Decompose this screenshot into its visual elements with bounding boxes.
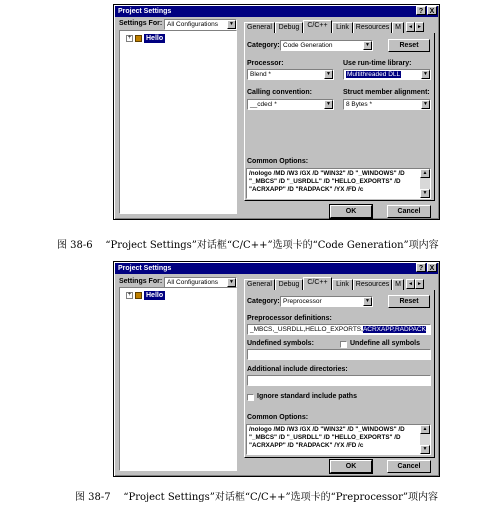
common-options-textarea[interactable] [246, 424, 431, 455]
scroll-up-icon[interactable]: ▲ [420, 169, 430, 178]
tab-link[interactable]: Link [332, 22, 353, 33]
dropdown-arrow-icon[interactable]: ▼ [363, 41, 372, 50]
cancel-button[interactable]: Cancel [387, 205, 431, 218]
cancel-button[interactable]: Cancel [387, 460, 431, 473]
tab-resources[interactable]: Resources [353, 279, 392, 290]
runtime-library-dropdown[interactable] [343, 69, 431, 80]
processor-dropdown[interactable] [247, 69, 334, 80]
settings-for-value: All Configurations [167, 279, 218, 286]
tab-scroll-left-icon[interactable]: ◄ [406, 22, 415, 32]
scroll-up-icon[interactable]: ▲ [420, 425, 430, 434]
project-tree[interactable] [119, 287, 237, 471]
help-button[interactable]: ? [416, 263, 426, 272]
project-tree[interactable] [119, 30, 237, 214]
include-directories-label: Additional include directories: [247, 366, 348, 373]
figure-caption-38-7 [75, 488, 438, 503]
dropdown-arrow-icon[interactable]: ▼ [227, 278, 236, 287]
project-settings-dialog-preprocessor [113, 261, 440, 477]
preprocessor-definitions-value: _MBCS,_USRDLL,HELLO_EXPORTS, [250, 326, 363, 333]
options-scrollbar[interactable] [420, 169, 430, 198]
common-options-line: "ACRXAPP" /D "RADPACK" /YX /FD /c [249, 186, 364, 193]
common-options-line: "_MBCS" /D "_USRDLL" /D "HELLO_EXPORTS" /D [249, 434, 401, 441]
undefined-symbols-input[interactable] [247, 349, 431, 360]
preprocessor-definitions-input[interactable] [247, 324, 431, 335]
tab-debug[interactable]: Debug [275, 279, 303, 290]
dropdown-arrow-icon[interactable]: ▼ [363, 297, 372, 306]
tab-more[interactable]: M [392, 22, 404, 33]
struct-alignment-dropdown[interactable] [343, 99, 431, 110]
close-button[interactable]: X [427, 263, 437, 272]
caption-number: 图 38-7 [75, 492, 111, 503]
common-options-line: "_MBCS" /D "_USRDLL" /D "HELLO_EXPORTS" /D [249, 178, 401, 185]
tab-resources[interactable]: Resources [353, 22, 392, 33]
tab-link[interactable]: Link [332, 279, 353, 290]
calling-convention-dropdown[interactable] [247, 99, 334, 110]
dropdown-arrow-icon[interactable]: ▼ [421, 100, 430, 109]
ignore-standard-paths-label: Ignore standard include paths [257, 393, 357, 400]
dropdown-arrow-icon[interactable]: ▼ [324, 70, 333, 79]
preprocessor-definitions-selected: ACRXAPP,RADPACK [362, 326, 426, 333]
common-options-line: /nologo /MD /W3 /GX /D "WIN32" /D "_WINDOWS" /D [249, 170, 405, 177]
tree-item-hello[interactable]: Hello [146, 292, 164, 299]
common-options-line: /nologo /MD /W3 /GX /D "WIN32" /D "_WINDOWS" /D [249, 426, 405, 433]
tab-general[interactable]: General [244, 279, 275, 290]
scroll-down-icon[interactable]: ▼ [420, 189, 430, 198]
undefined-symbols-label: Undefined symbols: [247, 340, 314, 347]
dialog-title: Project Settings [115, 6, 438, 17]
settings-for-label: Settings For: [119, 20, 163, 27]
category-value: Code Generation [283, 42, 333, 49]
caption-text: “Project Settings”对话框“C/C++”选项卡的“Code Generation”项内容 [105, 240, 439, 251]
caption-text: “Project Settings”对话框“C/C++”选项卡的“Preprocessor”项内容 [123, 492, 439, 503]
dropdown-arrow-icon[interactable]: ▼ [227, 20, 236, 29]
category-dropdown[interactable] [280, 40, 373, 51]
common-options-label: Common Options: [247, 414, 309, 421]
undefine-all-symbols-checkbox[interactable] [340, 341, 347, 348]
tab-c-cpp[interactable]: C/C++ [303, 20, 332, 33]
category-label: Category: [247, 298, 280, 305]
dialog-title: Project Settings [115, 263, 438, 274]
category-label: Category: [247, 42, 280, 49]
options-scrollbar[interactable] [420, 425, 430, 454]
reset-button[interactable]: Reset [388, 39, 430, 52]
category-value: Preprocessor [283, 298, 322, 305]
preprocessor-definitions-label: Preprocessor definitions: [247, 315, 332, 322]
tab-c-cpp[interactable]: C/C++ [303, 277, 332, 290]
tab-scroll-right-icon[interactable]: ► [415, 279, 424, 289]
tree-expand-icon[interactable]: + [127, 35, 132, 41]
ok-button[interactable]: OK [330, 460, 372, 473]
close-button[interactable]: X [427, 6, 437, 15]
common-options-label: Common Options: [247, 158, 309, 165]
reset-button[interactable]: Reset [388, 295, 430, 308]
tab-scroll-left-icon[interactable]: ◄ [406, 279, 415, 289]
tab-more[interactable]: M [392, 279, 404, 290]
project-settings-dialog-code-generation [113, 4, 440, 220]
runtime-library-label: Use run-time library: [343, 60, 412, 67]
category-dropdown[interactable] [280, 296, 373, 307]
project-folder-icon [135, 35, 142, 42]
processor-label: Processor: [247, 60, 284, 67]
calling-convention-label: Calling convention: [247, 89, 312, 96]
settings-for-value: All Configurations [167, 21, 218, 28]
ignore-standard-paths-checkbox[interactable] [247, 394, 254, 401]
settings-for-label: Settings For: [119, 278, 163, 285]
scroll-down-icon[interactable]: ▼ [420, 445, 430, 454]
processor-value: Blend * [250, 71, 271, 78]
dropdown-arrow-icon[interactable]: ▼ [324, 100, 333, 109]
common-options-line: "ACRXAPP" /D "RADPACK" /YX /FD /c [249, 442, 364, 449]
ok-button[interactable]: OK [330, 205, 372, 218]
include-directories-input[interactable] [247, 375, 431, 386]
dropdown-arrow-icon[interactable]: ▼ [421, 70, 430, 79]
tree-expand-icon[interactable]: + [127, 292, 132, 298]
caption-number: 图 38-6 [57, 240, 93, 251]
figure-caption-38-6 [57, 236, 439, 251]
tree-item-hello[interactable]: Hello [146, 35, 164, 42]
undefine-all-symbols-label: Undefine all symbols [350, 340, 421, 347]
struct-alignment-label: Struct member alignment: [343, 89, 430, 96]
project-folder-icon [135, 292, 142, 299]
help-button[interactable]: ? [416, 6, 426, 15]
runtime-library-value: Multithreaded DLL [347, 71, 401, 78]
tab-debug[interactable]: Debug [275, 22, 303, 33]
settings-for-dropdown[interactable] [164, 19, 237, 30]
struct-alignment-value: 8 Bytes * [346, 101, 373, 108]
common-options-textarea[interactable] [246, 168, 431, 199]
calling-convention-value: __cdecl * [250, 101, 277, 108]
tab-general[interactable]: General [244, 22, 275, 33]
tab-scroll-right-icon[interactable]: ► [415, 22, 424, 32]
